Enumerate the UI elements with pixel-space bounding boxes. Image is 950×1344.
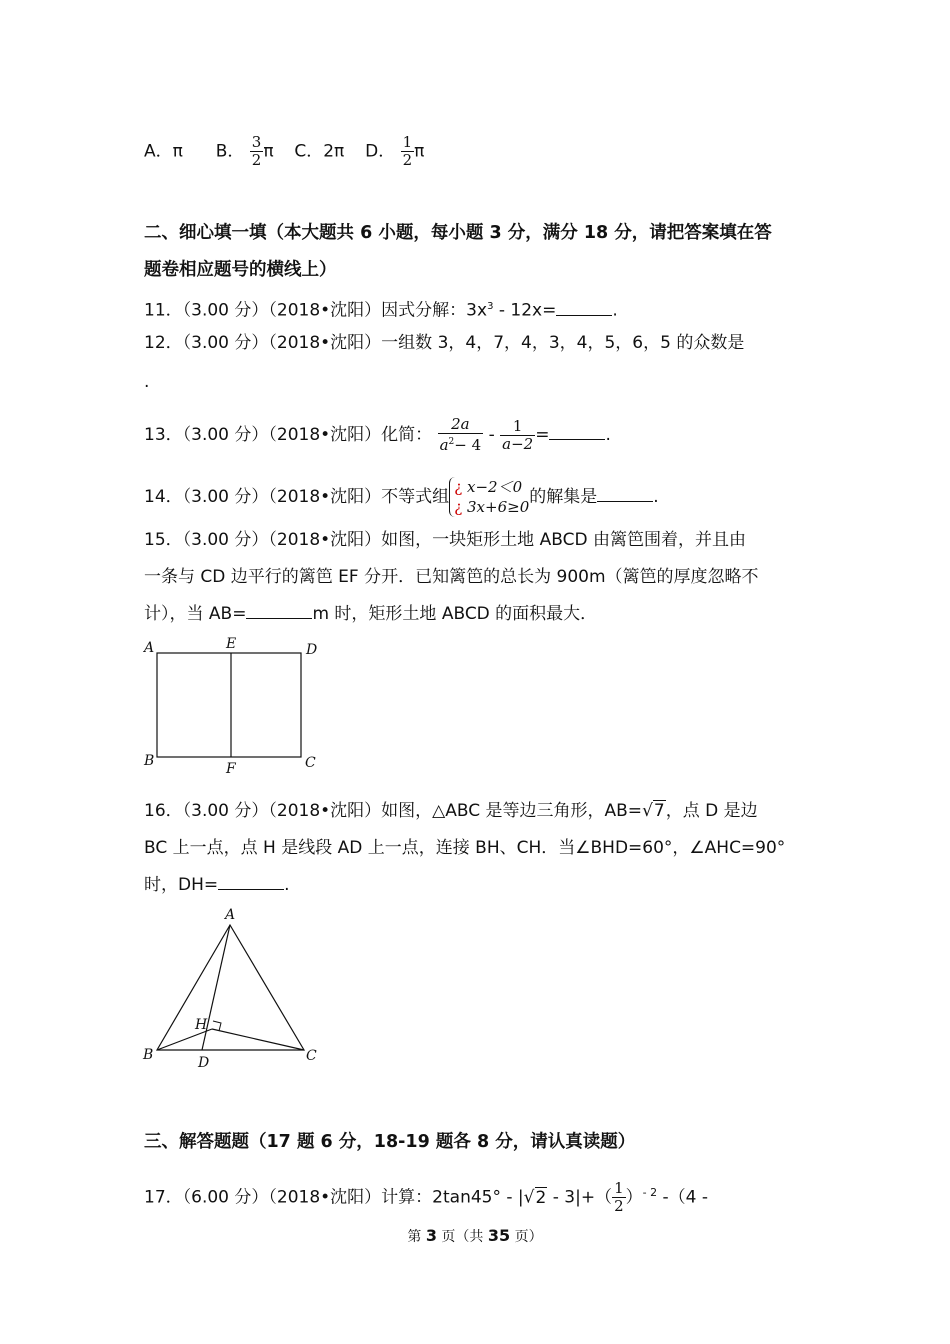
q17-end: -（4 -	[657, 1187, 708, 1208]
q13-fraction-2: $\frac{1}{a-2}$	[502, 416, 534, 453]
footer-total-pages: 35	[487, 1226, 511, 1245]
q17-suffix: ）	[625, 1187, 643, 1208]
option-b: B．	[215, 141, 245, 162]
q11-answer-blank[interactable]	[556, 299, 612, 316]
q17-text: 17．（6.00 分）（2018•沈阳）计算：2tan45° - |	[144, 1187, 524, 1208]
q17-exponent: - 2	[642, 1185, 658, 1199]
question-12: 12．（3.00 分）（2018•沈阳）一组数 3，4，7，4，3，4，5，6，5 的众数是	[144, 333, 745, 353]
q13-equals: =	[535, 425, 550, 445]
q11-rest: - 12x=	[493, 300, 557, 321]
option-b-suffix: π	[263, 141, 274, 162]
q17-mid: - 3|+（	[547, 1187, 613, 1208]
label-f: F	[226, 761, 236, 777]
segment-ch	[212, 1029, 304, 1050]
label-d: D	[306, 642, 318, 658]
q13-text: 13．（3.00 分）（2018•沈阳）化简：	[144, 425, 433, 445]
q16-text-a2: 时，DH=	[144, 875, 219, 895]
question-15-line1: 15．（3.00 分）（2018•沈阳）如图，一块矩形土地 ABCD 由篱笆围着，并且由	[144, 530, 746, 550]
label-d: D	[198, 1055, 210, 1071]
label-h: H	[195, 1017, 208, 1033]
q13-answer-blank[interactable]	[549, 423, 605, 440]
q15-text-a: 计），当 AB=	[144, 604, 247, 624]
section3-heading: 三、解答题题（17 题 6 分，18-19 题各 8 分，请认真读题）	[144, 1132, 636, 1152]
option-c: C．2π	[294, 141, 345, 162]
q17-sqrt: √2	[523, 1187, 547, 1208]
label-c: C	[305, 755, 316, 771]
section2-heading-line1: 二、细心填一填（本大题共 6 小题，每小题 3 分，满分 18 分，请把答案填在答	[144, 223, 772, 243]
q15-answer-blank[interactable]	[246, 602, 312, 619]
footer-text-b: 页（共	[436, 1229, 488, 1245]
q16-answer-blank[interactable]	[218, 873, 284, 890]
label-a: A	[225, 907, 236, 923]
option-d-fraction: $\frac{1}{2}$	[402, 133, 413, 169]
figure-16-triangle	[140, 903, 330, 1073]
q13-minus: -	[483, 425, 501, 445]
question-14	[144, 477, 659, 517]
question-16-line1	[144, 799, 758, 823]
q16-sqrt: √7	[642, 801, 665, 821]
q17-fraction: $\frac{1}{2}$	[614, 1179, 624, 1215]
label-b: B	[144, 753, 155, 769]
q14-suffix: 的解集是	[529, 487, 598, 507]
q11-exponent: 3	[487, 301, 494, 312]
label-c: C	[306, 1048, 317, 1064]
triangle-abc	[157, 925, 304, 1050]
question-16-line3	[144, 873, 290, 897]
q13-period: .	[605, 425, 611, 445]
q14-text: 14．（3.00 分）（2018•沈阳）不等式组	[144, 487, 450, 507]
option-b-fraction: $\frac{3}{2}$	[251, 133, 262, 169]
question-11	[144, 295, 618, 323]
label-a: A	[144, 640, 155, 656]
q16-period: .	[284, 875, 290, 895]
option-a: A．π	[144, 141, 183, 162]
question-15-line2: 一条与 CD 边平行的篱笆 EF 分开．已知篱笆的总长为 900m（篱笆的厚度忽略不	[144, 567, 759, 587]
footer-text-c: 页）	[510, 1229, 543, 1245]
option-d: D．	[365, 141, 396, 162]
q16-text-a: 16．（3.00 分）（2018•沈阳）如图，△ABC 是等边三角形，AB=	[144, 801, 643, 821]
figure-15-rectangle	[140, 632, 330, 777]
q14-inequality-system: ¿ x−2＜0 ¿ 3x+6≥0	[449, 477, 529, 517]
section2-heading-line2: 题卷相应题号的横线上）	[144, 260, 337, 280]
q15-text-b: m 时，矩形土地 ABCD 的面积最大．	[312, 604, 598, 624]
rect-abcd	[157, 653, 301, 757]
footer-text-a: 第	[407, 1229, 426, 1245]
answer-options	[144, 134, 424, 169]
q16-text-b: ，点 D 是边	[665, 801, 758, 821]
option-d-suffix: π	[414, 141, 425, 162]
question-12-continuation: .	[144, 372, 150, 392]
footer-page-number: 3	[425, 1226, 437, 1245]
label-b: B	[143, 1047, 154, 1063]
q11-period: .	[612, 300, 618, 321]
q11-text: 11．（3.00 分）（2018•沈阳）因式分解：3x	[144, 300, 488, 321]
q14-period: .	[653, 487, 659, 507]
q13-fraction-1: $\frac{2a}{a^2- 4}$	[439, 415, 482, 454]
question-13	[144, 416, 611, 454]
question-16-line2: BC 上一点，点 H 是线段 AD 上一点，连接 BH、CH．当∠BHD=60°，∠AHC=90°	[144, 838, 786, 858]
page-footer	[0, 1226, 950, 1246]
label-e: E	[226, 636, 237, 652]
question-17	[144, 1180, 708, 1215]
question-15-line3	[144, 602, 597, 626]
q14-answer-blank[interactable]	[597, 485, 653, 502]
